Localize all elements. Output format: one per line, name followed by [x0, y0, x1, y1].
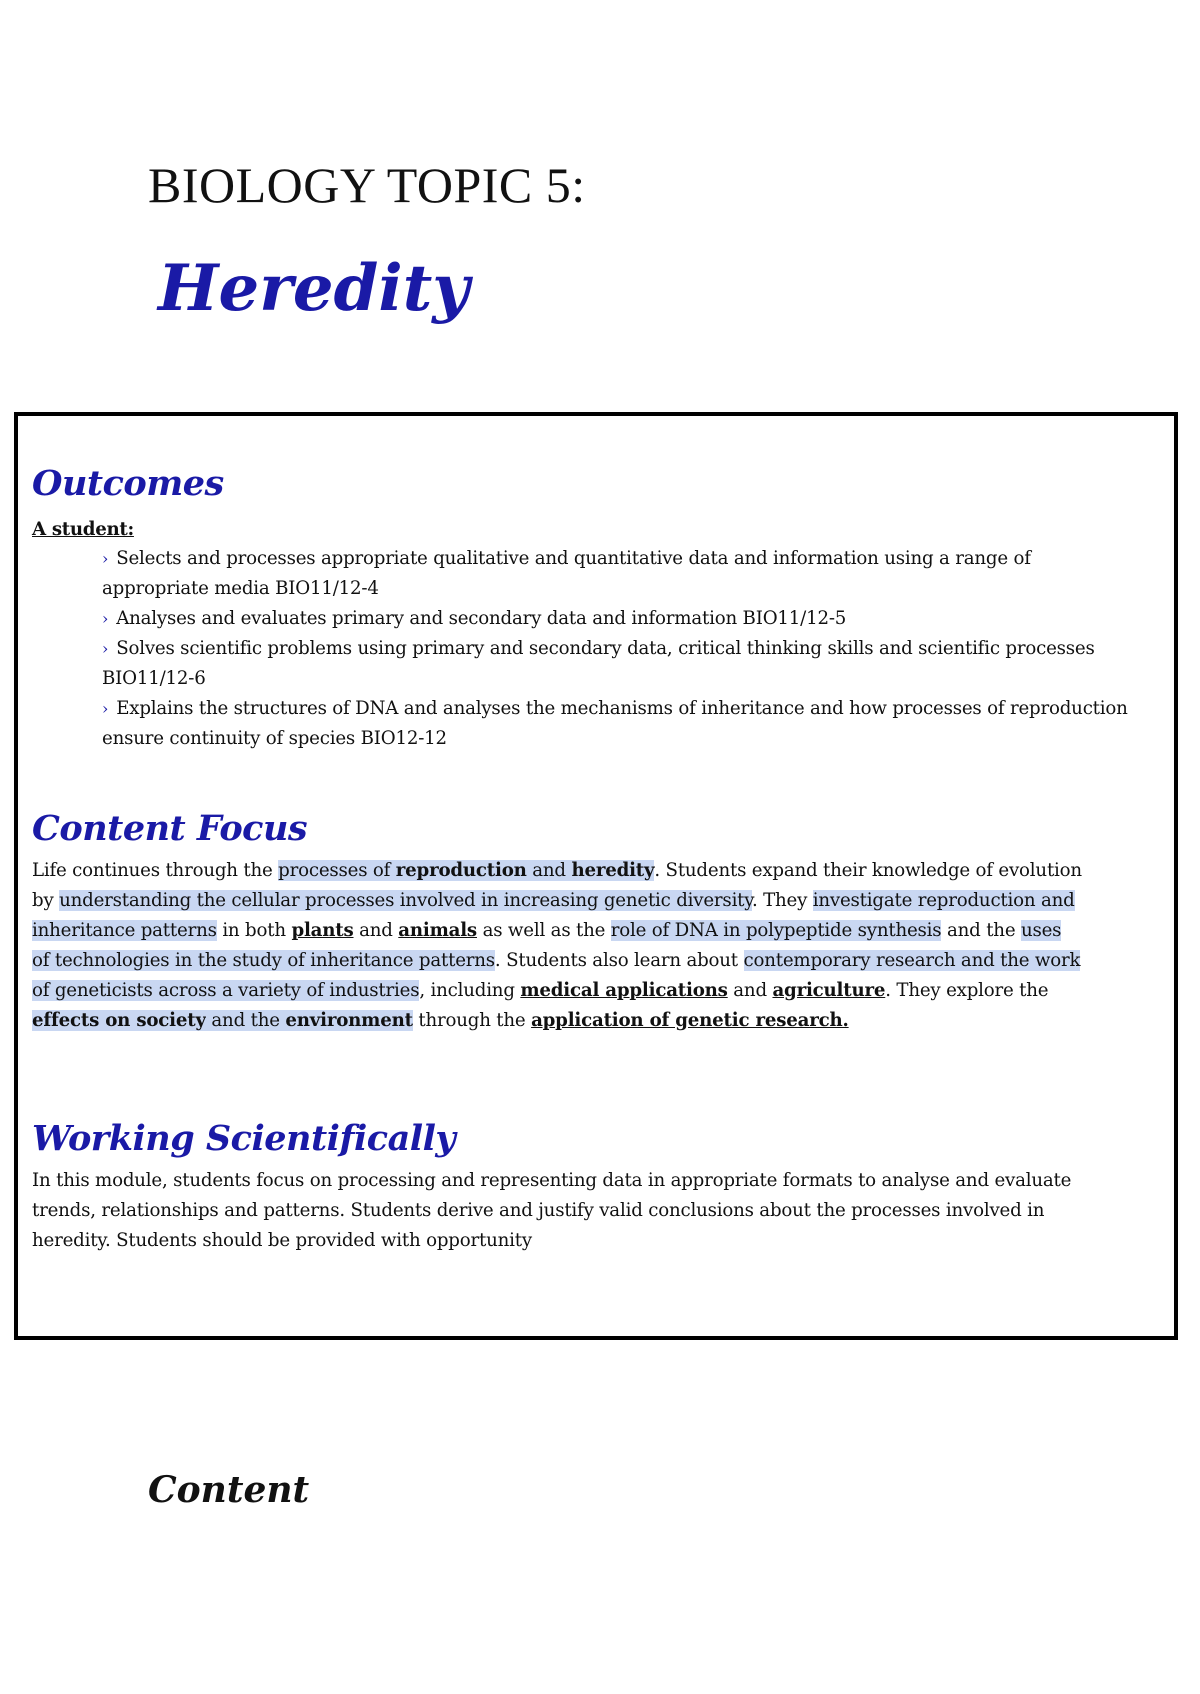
- content-focus-segment: medical applications: [520, 980, 728, 1001]
- content-focus-segment: understanding the cellular processes involved in increasing genetic diversity: [59, 890, 752, 911]
- content-focus-segment: . They: [751, 890, 813, 911]
- syllabus-box: [14, 412, 1178, 1340]
- content-focus-segment: . Students expand their knowledge of evolution by: [32, 860, 1082, 911]
- working-scientifically-heading: Working Scientifically: [32, 1118, 456, 1159]
- page-title: BIOLOGY TOPIC 5:: [148, 157, 586, 213]
- content-focus-segment: processes of: [278, 860, 396, 881]
- content-focus-segment: environment: [285, 1010, 413, 1031]
- page-subtitle: Heredity: [158, 251, 470, 326]
- content-focus-segment: effects on society: [32, 1010, 206, 1031]
- content-focus-segment: in both: [216, 920, 292, 941]
- content-focus-segment: uses of technologies in the study of inheritance patterns: [32, 920, 1062, 971]
- outcomes-intro: A student:: [32, 519, 134, 540]
- content-focus-segment: through the: [412, 1010, 532, 1031]
- outcome-item: › Solves scientific problems using primary and secondary data, critical thinking skills and scientific processes BIO11/12-6: [102, 638, 1095, 689]
- content-focus-segment: reproduction: [395, 860, 527, 881]
- content-focus-segment: and: [727, 980, 773, 1001]
- content-focus-segment: heredity: [571, 860, 655, 881]
- content-focus-segment: plants: [291, 920, 354, 941]
- outcome-item: › Analyses and evaluates primary and secondary data and information BIO11/12-5: [102, 608, 847, 629]
- outcome-item: › Explains the structures of DNA and analyses the mechanisms of inheritance and how processes of reproduction ensure continuity of species BIO12-12: [102, 698, 1128, 749]
- content-focus-segment: investigate reproduction and inheritance patterns: [32, 890, 1075, 941]
- content-focus-segment: agriculture: [772, 980, 886, 1001]
- content-focus-segment: , including: [419, 980, 521, 1001]
- content-focus-segment: and the: [205, 1010, 286, 1031]
- content-focus-segment: application of genetic research.: [531, 1010, 849, 1031]
- working-scientifically-paragraph: In this module, students focus on processing and representing data in appropriate formats to analyse and evaluate trends, relationships and patterns. Students derive and justify valid conclusions about the processes involved in heredity. Students should be provided with opportunity: [32, 1170, 1072, 1251]
- content-focus-segment: and: [353, 920, 399, 941]
- content-focus-segment: role of DNA in polypeptide synthesis: [610, 920, 942, 941]
- outcome-item: › Selects and processes appropriate qualitative and quantitative data and information using a range of appropriate media BIO11/12-4: [102, 548, 1031, 599]
- content-focus-paragraph: [32, 856, 1082, 1036]
- chevron-right-icon: ›: [102, 699, 109, 718]
- content-focus-segment: contemporary research and the work of geneticists across a variety of industries: [32, 950, 1081, 1001]
- chevron-right-icon: ›: [102, 639, 109, 658]
- content-focus-heading: Content Focus: [32, 808, 308, 849]
- content-focus-segment: and: [526, 860, 572, 881]
- content-heading: Content: [148, 1469, 310, 1511]
- content-focus-segment: . Students also learn about: [494, 950, 744, 971]
- outcomes-heading: Outcomes: [32, 463, 224, 504]
- content-focus-segment: . They explore the: [885, 980, 1049, 1001]
- content-focus-segment: animals: [398, 920, 477, 941]
- outcomes-list: [102, 544, 1142, 754]
- content-focus-segment: and the: [941, 920, 1021, 941]
- chevron-right-icon: ›: [102, 549, 109, 568]
- chevron-right-icon: ›: [102, 609, 109, 628]
- content-focus-segment: Life continues through the: [32, 860, 279, 881]
- content-focus-segment: as well as the: [476, 920, 611, 941]
